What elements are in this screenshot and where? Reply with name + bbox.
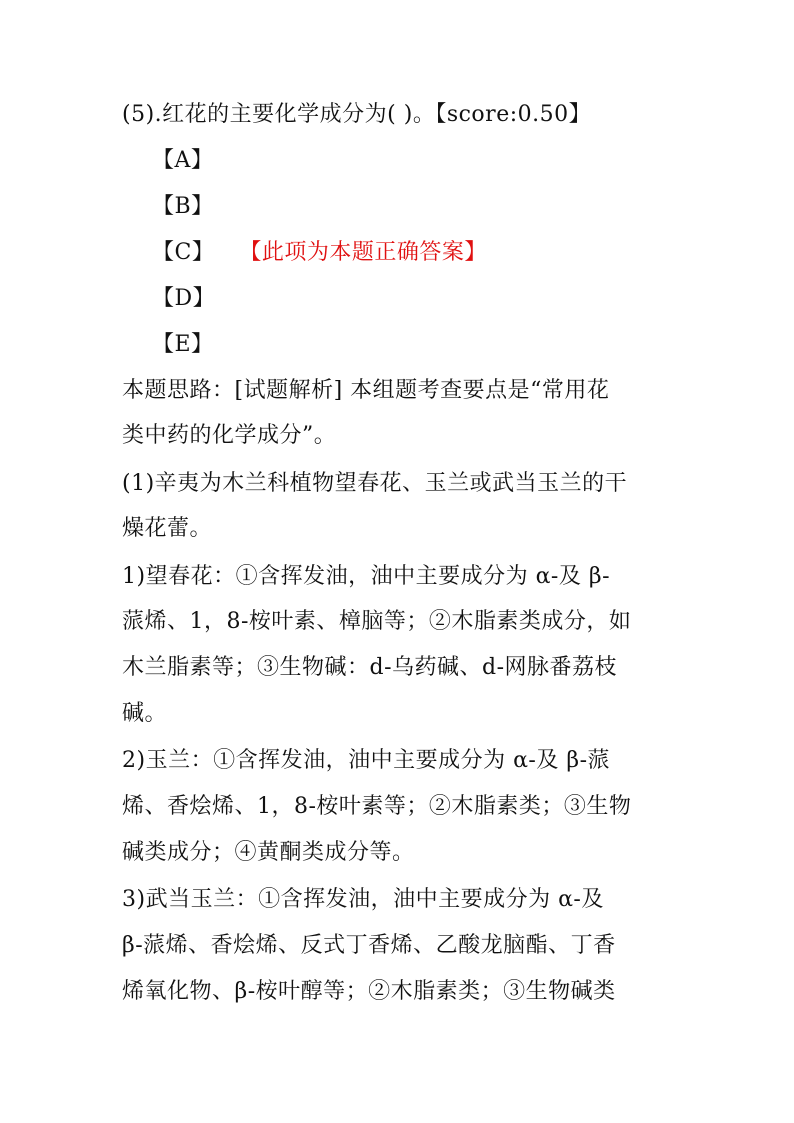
option-c-label: 【C】	[152, 240, 215, 265]
option-c	[152, 238, 487, 268]
option-d: 【D】	[152, 286, 216, 311]
explanation-line: β-蒎烯、香烩烯、反式丁香烯、乙酸龙脑酯、丁香	[122, 933, 616, 958]
explanation-line: 3)武当玉兰：①含挥发油，油中主要成分为 α-及	[122, 887, 604, 912]
explanation-line: 2)玉兰：①含挥发油，油中主要成分为 α-及 β-蒎	[122, 748, 611, 773]
explanation-line: 1)望春花：①含挥发油，油中主要成分为 α-及 β-	[122, 564, 611, 589]
question-stem: (5).红花的主要化学成分为( )。【score:0.50】	[122, 102, 592, 127]
explanation-line: 本题思路：[试题解析] 本组题考查要点是“常用花	[122, 378, 610, 403]
explanation-line: 木兰脂素等；③生物碱：d-乌药碱、d-网脉番荔枝	[122, 655, 618, 680]
option-b: 【B】	[152, 194, 214, 219]
explanation-line: 碱类成分；④黄酮类成分等。	[122, 840, 415, 865]
explanation-line: 碱。	[122, 701, 168, 726]
explanation-line: 燥花蕾。	[122, 516, 213, 541]
explanation-line: (1)辛夷为木兰科植物望春花、玉兰或武当玉兰的干	[122, 471, 628, 496]
explanation-line: 烯、香烩烯、1，8-桉叶素等；②木脂素类；③生物	[122, 794, 632, 819]
explanation-line: 类中药的化学成分”。	[122, 423, 337, 448]
explanation-line: 烯氧化物、β-桉叶醇等；②木脂素类；③生物碱类	[122, 979, 616, 1004]
option-e: 【E】	[152, 332, 214, 357]
correct-answer-note: 【此项为本题正确答案】	[250, 240, 487, 265]
explanation-line: 蒎烯、1，8-桉叶素、樟脑等；②木脂素类成分，如	[122, 609, 632, 634]
option-a: 【A】	[152, 148, 214, 173]
